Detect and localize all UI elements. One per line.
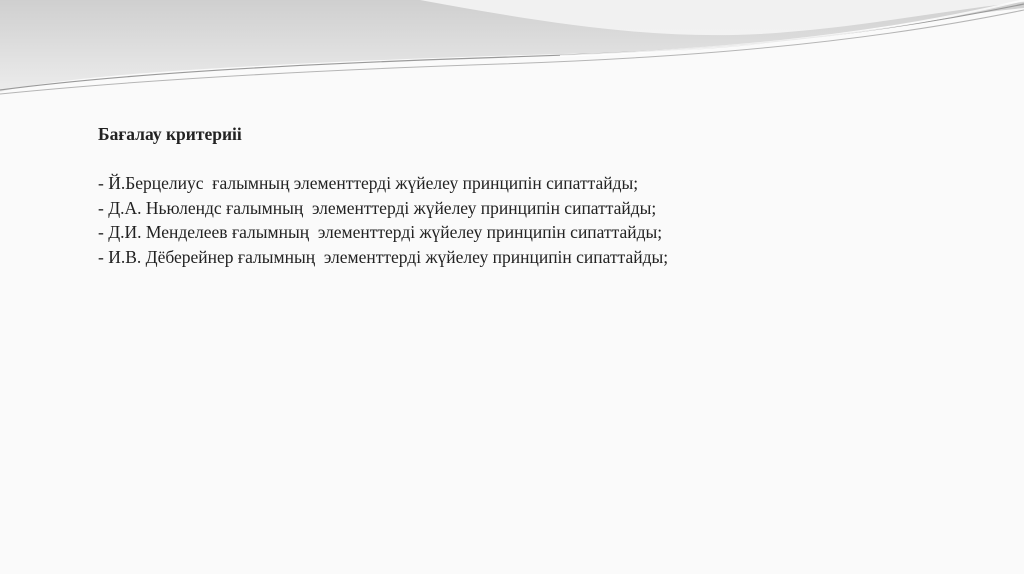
slide-content	[98, 122, 978, 269]
criterion-item-4: - И.В. Дёберейнер ғалымның элементтерді жүйелеу принципін сипаттайды;	[98, 246, 669, 267]
criterion-item-2: - Д.А. Ньюлендс ғалымның элементтерді жүйелеу принципін сипаттайды;	[98, 197, 657, 218]
spacer	[98, 147, 978, 172]
criterion-item-3: - Д.И. Менделеев ғалымның элементтерді жүйелеу принципін сипаттайды;	[98, 222, 663, 242]
criterion-item-1: - Й.Берцелиус ғалымның элементтерді жүйелеу принципін сипаттайды;	[98, 173, 639, 193]
slide-title: Бағалау критериіі	[98, 124, 242, 144]
decorative-wave-header	[0, 0, 1024, 110]
